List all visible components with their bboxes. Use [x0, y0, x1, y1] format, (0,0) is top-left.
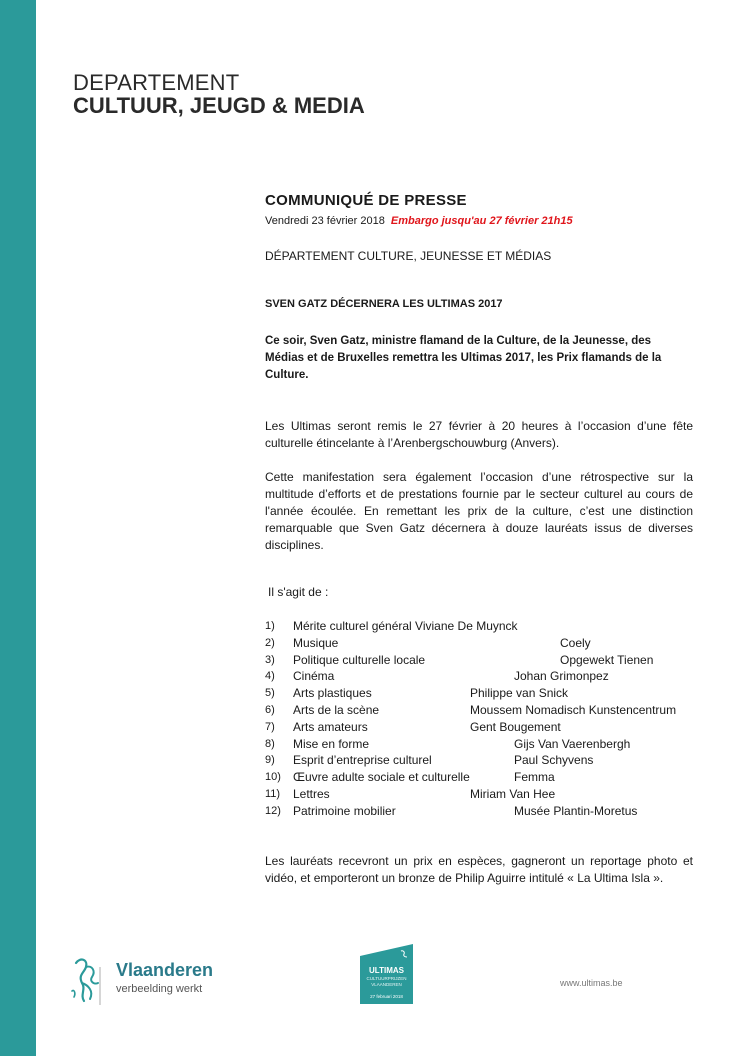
ultimas-subtitle-line2: VLAANDEREN	[371, 981, 402, 987]
award-winner: Opgewekt Tienen	[560, 652, 654, 667]
award-winner: Paul Schyvens	[514, 753, 594, 768]
release-date: Vendredi 23 février 2018	[265, 215, 385, 227]
lead-paragraph: Ce soir, Sven Gatz, ministre flamand de la Culture, de la Jeunesse, des Médias et de Bruxelles remettra les Ultimas 2017, les Prix flamands de la Culture.	[265, 335, 662, 381]
award-category: Lettres	[293, 786, 330, 801]
award-row	[265, 618, 715, 635]
award-category: Arts amateurs	[293, 719, 368, 734]
body-paragraph-1: Les Ultimas seront remis le 27 février à 20 heures à l’occasion d’une fête culturelle étincelante à l’Arenbergschouwburg (Anvers).	[265, 419, 693, 450]
award-row	[265, 702, 715, 719]
embargo-notice: Embargo jusqu'au 27 février 21h15	[390, 215, 573, 227]
award-number: 4)	[265, 670, 275, 683]
award-number: 8)	[265, 737, 275, 750]
award-winner: Moussem Nomadisch Kunstencentrum	[470, 702, 677, 717]
closing-paragraph: Les lauréats recevront un prix en espèces, gagneront un reportage photo et vidéo, et emporteront un bronze de Philip Aguirre intitulé « La Ultima Isla ».	[265, 854, 693, 885]
department-header-line1: DEPARTEMENT	[73, 70, 240, 95]
ultimas-date: 27 februari 2018	[370, 994, 403, 999]
list-intro: Il s'agit de :	[268, 585, 329, 599]
award-row	[265, 769, 715, 786]
award-category: Esprit d’entreprise culturel	[293, 753, 432, 768]
award-winner: Johan Grimonpez	[514, 669, 609, 684]
department-header-line2: CULTUUR, JEUGD & MEDIA	[73, 93, 365, 118]
award-number: 1)	[265, 620, 275, 632]
award-winner: Gent Bougement	[470, 719, 561, 734]
lion-small-icon	[400, 950, 408, 958]
award-row	[265, 635, 715, 652]
award-category: Arts plastiques	[293, 686, 372, 701]
award-row	[265, 736, 715, 753]
award-number: 10)	[265, 771, 281, 784]
ultimas-logo	[360, 944, 413, 1004]
ultimas-subtitle-line1: CULTUURPRIJZEN	[366, 976, 407, 981]
award-category: Arts de la scène	[293, 702, 380, 717]
award-number: 5)	[265, 687, 275, 700]
award-category: Musique	[293, 635, 339, 650]
award-number: 12)	[265, 804, 281, 817]
award-category: Œuvre adulte sociale et culturelle	[293, 770, 470, 785]
ultimas-title: ULTIMAS	[369, 966, 404, 975]
award-row	[265, 719, 715, 736]
vlaanderen-name: Vlaanderen	[116, 960, 214, 980]
award-number: 11)	[265, 787, 281, 800]
award-category: Politique culturelle locale	[293, 652, 426, 667]
award-category: Cinéma	[293, 669, 335, 684]
award-category: Mérite culturel général Viviane De Muynck	[293, 619, 518, 633]
award-winner: Philippe van Snick	[470, 686, 569, 701]
award-number: 3)	[265, 653, 275, 666]
award-winner: Musée Plantin-Moretus	[514, 803, 638, 818]
dateline	[265, 215, 693, 227]
headline: SVEN GATZ DÉCERNERA LES ULTIMAS 2017	[265, 298, 503, 310]
award-row	[265, 803, 715, 820]
award-number: 7)	[265, 720, 275, 733]
award-number: 2)	[265, 636, 275, 649]
award-category: Mise en forme	[293, 736, 370, 751]
award-row	[265, 752, 715, 769]
award-number: 9)	[265, 754, 275, 767]
award-winner: Coely	[560, 635, 591, 650]
award-row	[265, 685, 715, 702]
award-row	[265, 652, 715, 669]
press-release-title: COMMUNIQUÉ DE PRESSE	[265, 192, 467, 209]
award-row	[265, 786, 715, 803]
website-link[interactable]: www.ultimas.be	[560, 978, 623, 988]
vlaanderen-logo	[70, 955, 230, 1010]
awards-list	[265, 618, 715, 820]
award-number: 6)	[265, 703, 275, 716]
award-category: Patrimoine mobilier	[293, 803, 396, 818]
award-winner: Femma	[514, 770, 555, 785]
ultimas-subtitle	[360, 976, 413, 987]
flemish-lion-icon	[70, 955, 110, 1007]
award-winner: Miriam Van Hee	[470, 786, 556, 801]
body-paragraph-2: Cette manifestation sera également l’occasion d’une rétrospective sur la multitude d’efforts et de prestations fournie par le secteur culturel au cours de l'année écoulée. En remettant les prix de la culture, c’est une distinction remarquable que Sven Gatz décernera à douze lauréats issus de diverses disciplines.	[265, 470, 693, 552]
department-name: DÉPARTEMENT CULTURE, JEUNESSE ET MÉDIAS	[265, 249, 552, 263]
vlaanderen-tagline: verbeelding werkt	[116, 983, 203, 995]
teal-sidebar-band	[0, 0, 36, 1056]
award-row	[265, 668, 715, 685]
award-winner: Gijs Van Vaerenbergh	[514, 736, 631, 751]
